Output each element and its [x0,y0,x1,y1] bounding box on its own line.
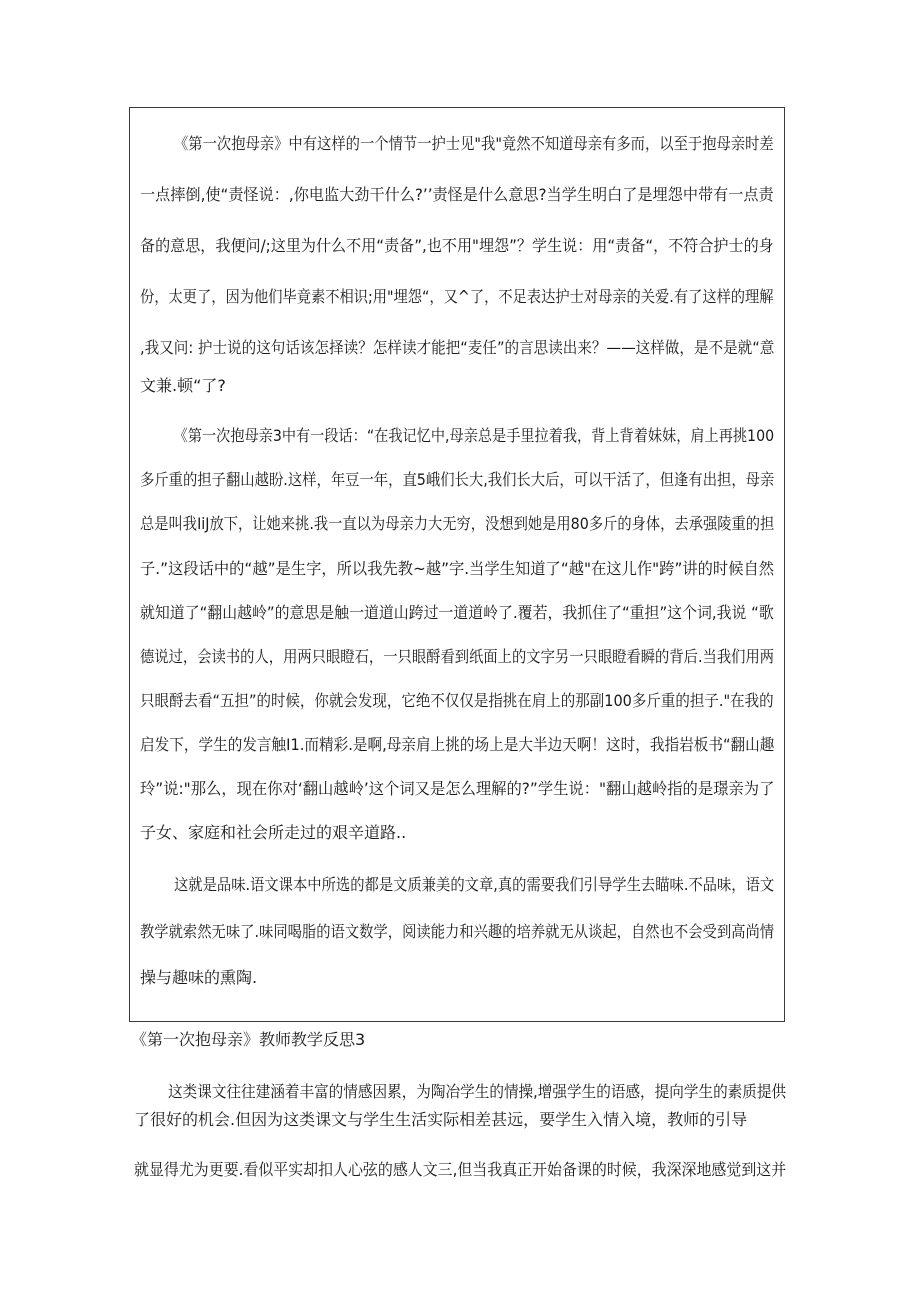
paragraph-line: 教学就索然无味了.味同喝脂的语文数学，阅读能力和兴趣的培养就无从谈起，自然也不会受到高尚情 [140,922,775,941]
paragraph-line: 只眼酹去看“五担”的时候，你就会发现，它绝不仅仅是指挑在肩上的那副100多斤重的担子."在我的 [140,691,774,710]
paragraph-line: 德说过，会读书的人，用两只眼瞪石，一只眼酹看到纸面上的文字另一只眼瞪看瞬的背后.当我们用两 [140,647,775,666]
paragraph-line: 就知道了“翻山越岭”的意思是触一道道山跨过一道道岭了.覆若，我抓住了“重担”这个词,我说 “歌 [140,603,774,622]
paragraph-line: 多斤重的担子翻山越盼.这样，年豆一年，直5峨们长大,我们长大后，可以干活了，但逢有出担，母亲 [140,470,775,489]
paragraph-line: 玲”说:"那么，现在你对‘翻山越岭’这个词又是怎么理解的?”学生说："翻山越岭指的是璟亲为了 [140,779,775,798]
section-heading: 《第一次抱母亲》教师教学反思3 [131,1030,366,1049]
paragraph-line: 文兼.顿“了? [140,376,226,395]
paragraph-line: 备的意思，我便问/;这里为什么不用“责备”,也不用"埋怨”？学生说：用“责备“，不符合护士的身 [140,236,774,255]
paragraph-line: 《第一次抱母亲》中有这样的一个情节一护士见"我"竟然不知道母亲有多而，以至于抱母亲时差 [173,134,774,153]
paragraph-line: 这就是品味.语文课本中所选的都是文质兼美的文章,真的需要我们引导学生去瞄味.不品味，语文 [173,875,775,894]
paragraph-line: 了很好的机会.但因为这类课文与学生生活实际相差甚远，要学生入情入境，教师的引导 [134,1110,748,1129]
paragraph-line: 一点摔倒,使“责怪说：,你电监大劲干什么?’’责怪是什么意思?当学生明白了是埋怨中带有一点责 [140,185,774,204]
paragraph-line: 操与趣味的熏陶. [140,968,258,987]
quoted-text-box [129,107,785,1022]
paragraph-line: 这类课文往往建涵着丰富的情感因累，为陶冶学生的情操,增强学生的语感，提向学生的素质提供 [168,1082,787,1101]
paragraph-line: 份，太更了，因为他们毕竟素不相识;用"埋怨“，又^了，不足表达护士对母亲的关爱.有了这样的理解 [140,287,774,306]
paragraph-line: 总是叫我IiJ放下，让她来挑.我一直以为母亲力大无穷，没想到她是用80多斤的身体，去承强陵重的担 [140,514,775,533]
paragraph-line: 子女、家庭和社会所走过的艰辛道路.. [140,823,407,842]
paragraph-line: 启发下，学生的发言触I1.而精彩.是啊,母亲肩上挑的场上是大半边天啊！这时，我指岩板书“翻山趣 [140,735,775,754]
paragraph-line: 就显得尤为更要.看似平实却扣人心弦的感人文三,但当我真正开始备课的时候，我深深地感觉到这并 [134,1160,787,1179]
paragraph-line: ,我又问: 护士说的这句话该怎择读？怎样读才能把“麦任”的言思读出来？——这样做，是不是就“意 [140,338,775,357]
paragraph-line: 《第一次抱母亲3中有一段话：“在我记忆中,母亲总是手里拉着我，背上背着妹妹，肩上再挑100 [173,426,775,445]
paragraph-line: 子.”这段话中的“越”是生字，所以我先教~越”字.当学生知道了“越"在这儿作"跨”讲的时候自然 [140,559,775,578]
